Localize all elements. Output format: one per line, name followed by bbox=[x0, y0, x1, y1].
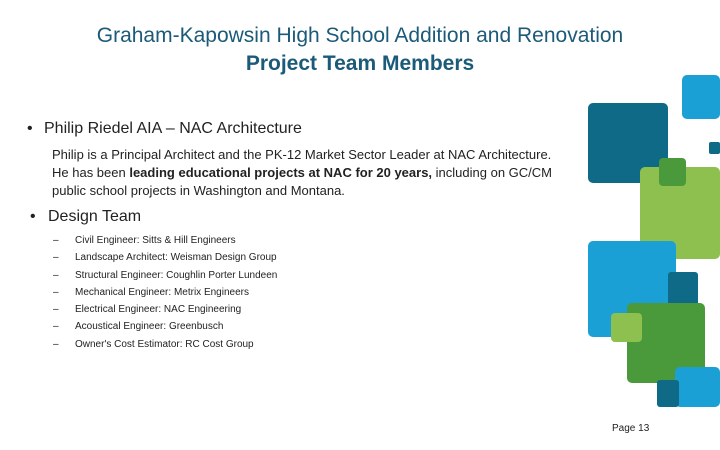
square-green-light-small bbox=[611, 313, 642, 342]
list-item-text: Structural Engineer: Coughlin Porter Lundeen bbox=[75, 269, 278, 281]
list-item-text: Mechanical Engineer: Metrix Engineers bbox=[75, 286, 249, 298]
dash-marker: – bbox=[53, 269, 59, 281]
list-item bbox=[53, 301, 277, 318]
page-number: Page 13 bbox=[612, 423, 650, 434]
title-line-2: Project Team Members bbox=[245, 52, 475, 75]
list-item bbox=[53, 249, 277, 266]
list-item-text: Owner's Cost Estimator: RC Cost Group bbox=[75, 338, 254, 350]
bio-text-part1: Philip is a Principal Architect and the PK-12 Market Sector Leader at NAC Architecture. He has been bbox=[52, 147, 552, 180]
bio-text-bold: leading educational projects at NAC for 20 years, bbox=[129, 165, 433, 180]
list-item bbox=[53, 318, 277, 335]
list-item bbox=[53, 336, 277, 353]
square-blue-bottom bbox=[675, 367, 720, 407]
square-dark-small-right bbox=[709, 142, 720, 154]
design-team-list bbox=[53, 232, 277, 353]
list-item-text: Civil Engineer: Sitts & Hill Engineers bbox=[75, 235, 236, 246]
list-item-text: Landscape Architect: Weisman Design Group bbox=[75, 252, 277, 264]
dash-marker: – bbox=[53, 235, 59, 246]
square-green-small-accent bbox=[659, 158, 686, 186]
bullet-text: Philip Riedel AIA – NAC Architecture bbox=[44, 120, 302, 137]
dash-marker: – bbox=[53, 252, 59, 264]
bullet-marker: • bbox=[30, 208, 36, 225]
list-item bbox=[53, 267, 277, 284]
list-item-text: Electrical Engineer: NAC Engineering bbox=[75, 304, 242, 316]
dash-marker: – bbox=[53, 321, 59, 333]
dash-marker: – bbox=[53, 304, 59, 316]
bio-text-part2: including on GC/CM public school projects in Washington and Montana. bbox=[52, 165, 552, 198]
list-item-text: Acoustical Engineer: Greenbusch bbox=[75, 321, 224, 333]
bullet-text: Design Team bbox=[48, 208, 142, 225]
bullet-marker: • bbox=[27, 120, 33, 137]
title-line-1: Graham-Kapowsin High School Addition and Renovation bbox=[96, 24, 624, 47]
bio-description bbox=[52, 146, 562, 200]
page-title bbox=[0, 22, 720, 78]
dash-marker: – bbox=[53, 286, 59, 298]
square-teal-bottom-small bbox=[657, 380, 679, 407]
dash-marker: – bbox=[53, 338, 59, 350]
list-item bbox=[53, 232, 277, 249]
square-blue-top-right bbox=[682, 75, 720, 119]
list-item bbox=[53, 284, 277, 301]
